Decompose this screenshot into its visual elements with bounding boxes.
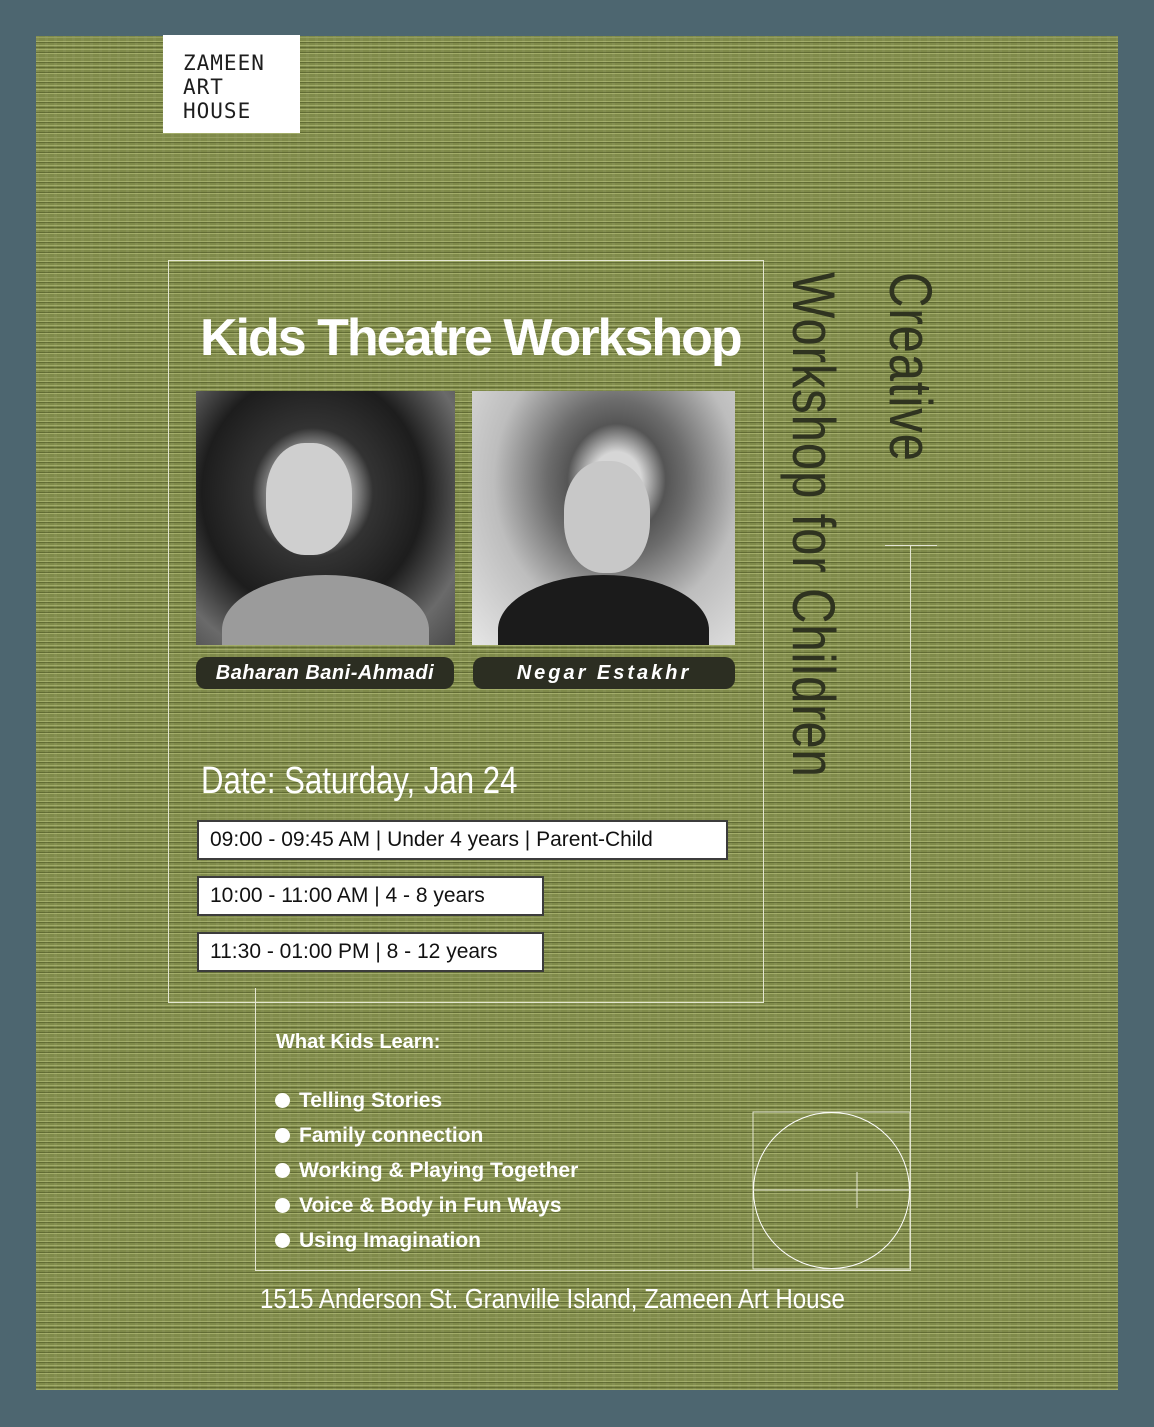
frame-line: [168, 260, 764, 261]
frame-line: [255, 988, 256, 1271]
vertical-heading-line-1: Creative: [877, 272, 944, 462]
frame-line: [168, 1002, 764, 1003]
bullet-icon: [275, 1093, 290, 1108]
list-item: Voice & Body in Fun Ways: [275, 1188, 578, 1223]
bullet-icon: [275, 1163, 290, 1178]
bullet-icon: [275, 1233, 290, 1248]
learn-list: [275, 1083, 578, 1258]
event-date: Date: Saturday, Jan 24: [201, 760, 518, 802]
bullet-icon: [275, 1198, 290, 1213]
bullet-icon: [275, 1128, 290, 1143]
vertical-heading-line-2: Workshop for Children: [780, 272, 847, 778]
list-item: Using Imagination: [275, 1223, 578, 1258]
learn-heading: What Kids Learn:: [276, 1031, 441, 1053]
session-slot: 10:00 - 11:00 AM | 4 - 8 years: [197, 876, 544, 916]
logo: [163, 35, 300, 133]
session-slot: 11:30 - 01:00 PM | 8 - 12 years: [197, 932, 544, 972]
list-item: Telling Stories: [275, 1083, 578, 1118]
instructor-name-badge: Negar Estakhr: [473, 657, 735, 689]
list-item: Family connection: [275, 1118, 578, 1153]
logo-line-1: ZAMEEN: [183, 51, 265, 75]
circle-square-icon: [752, 1111, 911, 1270]
page-title: Kids Theatre Workshop: [200, 309, 741, 367]
list-item: Working & Playing Together: [275, 1153, 578, 1188]
logo-line-2: ART: [183, 75, 224, 99]
frame-line: [168, 260, 169, 1003]
instructor-name-badge: Baharan Bani-Ahmadi: [196, 657, 454, 689]
frame-line: [255, 1270, 911, 1271]
frame-line: [885, 545, 937, 546]
session-slot: 09:00 - 09:45 AM | Under 4 years | Parent-Child: [197, 820, 728, 860]
logo-line-3: HOUSE: [183, 99, 252, 123]
venue-address: 1515 Anderson St. Granville Island, Zameen Art House: [260, 1283, 845, 1314]
instructor-photo-1: [196, 391, 455, 645]
instructor-photo-2: [472, 391, 735, 645]
frame-line: [763, 260, 764, 1003]
